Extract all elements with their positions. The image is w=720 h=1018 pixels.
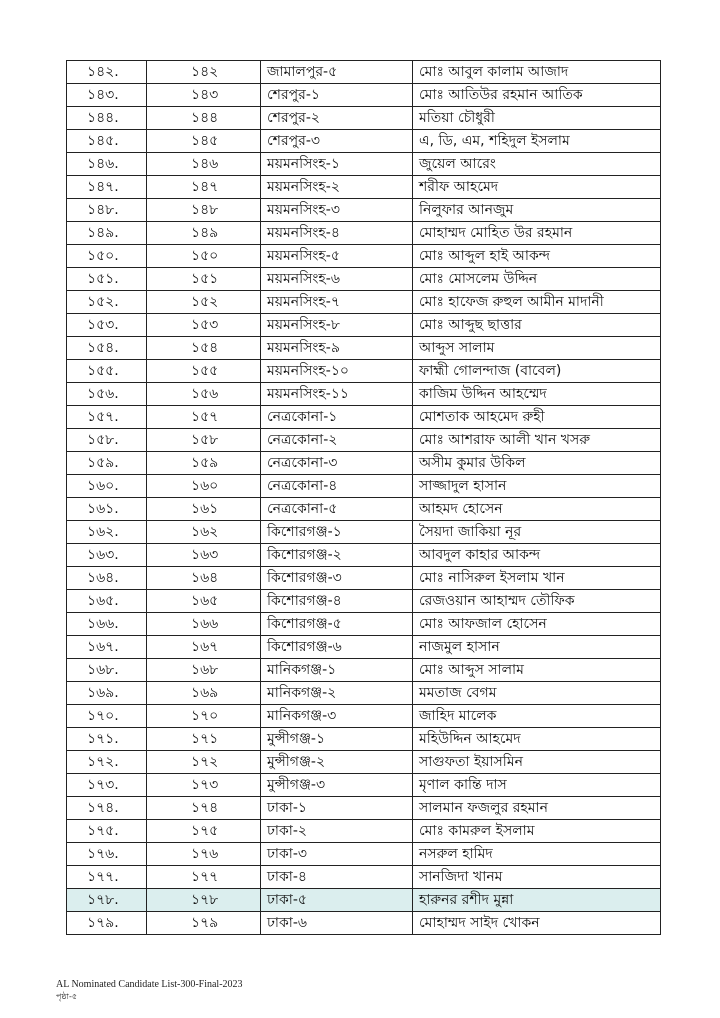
table-row [67,544,661,567]
table-row [67,268,661,291]
seat-no-cell: ১৫৪ [147,337,261,360]
table-row [67,659,661,682]
candidate-table-wrapper [66,60,660,935]
seat-no-cell: ১৫০ [147,245,261,268]
constituency-cell: মুন্সীগঞ্জ-১ [261,728,413,751]
table-row [67,360,661,383]
table-row [67,636,661,659]
seat-no-cell: ১৫১ [147,268,261,291]
page-number: পৃষ্ঠা-৫ [56,992,78,1001]
constituency-cell: ঢাকা-৪ [261,866,413,889]
candidate-name-cell: মতিয়া চৌধুরী [413,107,661,130]
seat-no-cell: ১৪২ [147,61,261,84]
document-label: AL Nominated Candidate List-300-Final-2023 [56,979,243,990]
seat-no-cell: ১৭৩ [147,774,261,797]
candidate-name-cell: মোঃ নাসিরুল ইসলাম খান [413,567,661,590]
table-row [67,498,661,521]
constituency-cell: নেত্রকোনা-২ [261,429,413,452]
seat-no-cell: ১৭৫ [147,820,261,843]
serial-cell: ১৭৯. [67,912,147,935]
constituency-cell: ময়মনসিংহ-১ [261,153,413,176]
candidate-name-cell: আহমদ হোসেন [413,498,661,521]
constituency-cell: ময়মনসিংহ-৫ [261,245,413,268]
serial-cell: ১৭৮. [67,889,147,912]
table-row [67,429,661,452]
table-row [67,866,661,889]
candidate-name-cell: মোঃ কামরুল ইসলাম [413,820,661,843]
seat-no-cell: ১৬৫ [147,590,261,613]
serial-cell: ১৬৯. [67,682,147,705]
candidate-name-cell: সৈয়দা জাকিয়া নূর [413,521,661,544]
table-row [67,452,661,475]
constituency-cell: শেরপুর-৩ [261,130,413,153]
serial-cell: ১৭৪. [67,797,147,820]
seat-no-cell: ১৫৫ [147,360,261,383]
candidate-name-cell: এ, ডি, এম, শহিদুল ইসলাম [413,130,661,153]
serial-cell: ১৫৭. [67,406,147,429]
serial-cell: ১৫৯. [67,452,147,475]
serial-cell: ১৫৩. [67,314,147,337]
serial-cell: ১৬৩. [67,544,147,567]
page-footer [56,979,243,1003]
constituency-cell: ময়মনসিংহ-৬ [261,268,413,291]
constituency-cell: নেত্রকোনা-১ [261,406,413,429]
seat-no-cell: ১৭১ [147,728,261,751]
constituency-cell: ময়মনসিংহ-১১ [261,383,413,406]
seat-no-cell: ১৫৯ [147,452,261,475]
table-row [67,682,661,705]
seat-no-cell: ১৫৬ [147,383,261,406]
candidate-name-cell: অসীম কুমার উকিল [413,452,661,475]
constituency-cell: ময়মনসিংহ-২ [261,176,413,199]
seat-no-cell: ১৬১ [147,498,261,521]
constituency-cell: ঢাকা-২ [261,820,413,843]
table-row [67,406,661,429]
constituency-cell: মানিকগঞ্জ-১ [261,659,413,682]
seat-no-cell: ১৭০ [147,705,261,728]
table-row [67,314,661,337]
table-row [67,130,661,153]
table-row [67,199,661,222]
candidate-name-cell: মহিউদ্দিন আহমেদ [413,728,661,751]
candidate-name-cell: মৃণাল কান্তি দাস [413,774,661,797]
seat-no-cell: ১৭৭ [147,866,261,889]
serial-cell: ১৪৪. [67,107,147,130]
constituency-cell: মানিকগঞ্জ-২ [261,682,413,705]
serial-cell: ১৬৮. [67,659,147,682]
serial-cell: ১৪৯. [67,222,147,245]
table-row-highlighted [67,889,661,912]
table-row [67,176,661,199]
candidate-name-cell: জাহিদ মালেক [413,705,661,728]
seat-no-cell: ১৪৬ [147,153,261,176]
constituency-cell: কিশোরগঞ্জ-৬ [261,636,413,659]
constituency-cell: ঢাকা-৬ [261,912,413,935]
constituency-cell: জামালপুর-৫ [261,61,413,84]
candidate-name-cell: মোঃ আশরাফ আলী খান খসরু [413,429,661,452]
constituency-cell: ময়মনসিংহ-৩ [261,199,413,222]
serial-cell: ১৬২. [67,521,147,544]
candidate-name-cell: কাজিম উদ্দিন আহম্মেদ [413,383,661,406]
table-row [67,84,661,107]
table-row [67,912,661,935]
serial-cell: ১৫২. [67,291,147,314]
candidate-name-cell: নিলুফার আনজুম [413,199,661,222]
candidate-name-cell: মোঃ আব্দুস সালাম [413,659,661,682]
serial-cell: ১৫৪. [67,337,147,360]
candidate-name-cell: মোঃ হাফেজ রুহুল আমীন মাদানী [413,291,661,314]
table-row [67,797,661,820]
candidate-name-cell: হারুনর রশীদ মুন্না [413,889,661,912]
table-row [67,337,661,360]
seat-no-cell: ১৪৭ [147,176,261,199]
seat-no-cell: ১৬৪ [147,567,261,590]
candidate-name-cell: রেজওয়ান আহাম্মদ তৌফিক [413,590,661,613]
constituency-cell: ময়মনসিংহ-৭ [261,291,413,314]
serial-cell: ১৭৫. [67,820,147,843]
seat-no-cell: ১৪৪ [147,107,261,130]
candidate-name-cell: মোহাম্মদ মোহিত উর রহমান [413,222,661,245]
candidate-name-cell: আবদুল কাহার আকন্দ [413,544,661,567]
candidate-name-cell: মোঃ আতিউর রহমান আতিক [413,84,661,107]
table-row [67,590,661,613]
serial-cell: ১৬৫. [67,590,147,613]
constituency-cell: মুন্সীগঞ্জ-২ [261,751,413,774]
candidate-name-cell: মোশতাক আহমেদ রুহী [413,406,661,429]
constituency-cell: কিশোরগঞ্জ-২ [261,544,413,567]
serial-cell: ১৪৮. [67,199,147,222]
seat-no-cell: ১৭৬ [147,843,261,866]
constituency-cell: কিশোরগঞ্জ-৩ [261,567,413,590]
constituency-cell: কিশোরগঞ্জ-৫ [261,613,413,636]
seat-no-cell: ১৬০ [147,475,261,498]
serial-cell: ১৬০. [67,475,147,498]
constituency-cell: ময়মনসিংহ-৮ [261,314,413,337]
constituency-cell: ঢাকা-৩ [261,843,413,866]
seat-no-cell: ১৫৩ [147,314,261,337]
table-row [67,567,661,590]
candidate-name-cell: মোঃ আবুল কালাম আজাদ [413,61,661,84]
table-row [67,383,661,406]
table-row [67,521,661,544]
table-row [67,820,661,843]
candidate-table [66,60,661,935]
seat-no-cell: ১৫৭ [147,406,261,429]
serial-cell: ১৬৬. [67,613,147,636]
seat-no-cell: ১৬৬ [147,613,261,636]
candidate-name-cell: সাজ্জাদুল হাসান [413,475,661,498]
seat-no-cell: ১৫৮ [147,429,261,452]
table-row [67,291,661,314]
constituency-cell: কিশোরগঞ্জ-৪ [261,590,413,613]
serial-cell: ১৪২. [67,61,147,84]
seat-no-cell: ১৪৯ [147,222,261,245]
seat-no-cell: ১৬২ [147,521,261,544]
candidate-name-cell: মোঃ আব্দুছ ছাত্তার [413,314,661,337]
constituency-cell: ঢাকা-১ [261,797,413,820]
serial-cell: ১৭৭. [67,866,147,889]
candidate-name-cell: মমতাজ বেগম [413,682,661,705]
constituency-cell: কিশোরগঞ্জ-১ [261,521,413,544]
candidate-name-cell: সাগুফতা ইয়াসমিন [413,751,661,774]
seat-no-cell: ১৬৯ [147,682,261,705]
seat-no-cell: ১৭২ [147,751,261,774]
candidate-name-cell: জুয়েল আরেং [413,153,661,176]
table-row [67,245,661,268]
table-row [67,222,661,245]
serial-cell: ১৪৫. [67,130,147,153]
constituency-cell: নেত্রকোনা-৫ [261,498,413,521]
table-row [67,705,661,728]
table-row [67,61,661,84]
table-row [67,153,661,176]
serial-cell: ১৭৩. [67,774,147,797]
seat-no-cell: ১৬৭ [147,636,261,659]
candidate-table-body [67,61,661,935]
candidate-name-cell: নসরুল হামিদ [413,843,661,866]
serial-cell: ১৭০. [67,705,147,728]
seat-no-cell: ১৪৩ [147,84,261,107]
serial-cell: ১৫৬. [67,383,147,406]
constituency-cell: ময়মনসিংহ-৯ [261,337,413,360]
candidate-name-cell: মোহাম্মদ সাইদ খোকন [413,912,661,935]
serial-cell: ১৫৮. [67,429,147,452]
serial-cell: ১৫১. [67,268,147,291]
candidate-name-cell: সানজিদা খানম [413,866,661,889]
seat-no-cell: ১৭৯ [147,912,261,935]
candidate-name-cell: মোঃ আফজাল হোসেন [413,613,661,636]
constituency-cell: ঢাকা-৫ [261,889,413,912]
serial-cell: ১৭১. [67,728,147,751]
constituency-cell: ময়মনসিংহ-৪ [261,222,413,245]
serial-cell: ১৫০. [67,245,147,268]
constituency-cell: ময়মনসিংহ-১০ [261,360,413,383]
serial-cell: ১৬৪. [67,567,147,590]
serial-cell: ১৪৭. [67,176,147,199]
serial-cell: ১৭৬. [67,843,147,866]
table-row [67,613,661,636]
serial-cell: ১৬৭. [67,636,147,659]
seat-no-cell: ১৪৮ [147,199,261,222]
constituency-cell: শেরপুর-১ [261,84,413,107]
seat-no-cell: ১৪৫ [147,130,261,153]
constituency-cell: মানিকগঞ্জ-৩ [261,705,413,728]
seat-no-cell: ১৭৪ [147,797,261,820]
candidate-name-cell: মোঃ মোসলেম উদ্দিন [413,268,661,291]
constituency-cell: নেত্রকোনা-৩ [261,452,413,475]
candidate-name-cell: সালমান ফজলুর রহমান [413,797,661,820]
table-row [67,728,661,751]
seat-no-cell: ১৬৩ [147,544,261,567]
candidate-name-cell: আব্দুস সালাম [413,337,661,360]
serial-cell: ১৬১. [67,498,147,521]
candidate-name-cell: মোঃ আব্দুল হাই আকন্দ [413,245,661,268]
candidate-name-cell: নাজমুল হাসান [413,636,661,659]
table-row [67,751,661,774]
candidate-name-cell: ফাহ্মী গোলন্দাজ (বাবেল) [413,360,661,383]
constituency-cell: শেরপুর-২ [261,107,413,130]
table-row [67,843,661,866]
table-row [67,475,661,498]
seat-no-cell: ১৫২ [147,291,261,314]
constituency-cell: নেত্রকোনা-৪ [261,475,413,498]
seat-no-cell: ১৭৮ [147,889,261,912]
table-row [67,774,661,797]
serial-cell: ১৪৩. [67,84,147,107]
serial-cell: ১৫৫. [67,360,147,383]
candidate-name-cell: শরীফ আহমেদ [413,176,661,199]
seat-no-cell: ১৬৮ [147,659,261,682]
constituency-cell: মুন্সীগঞ্জ-৩ [261,774,413,797]
serial-cell: ১৪৬. [67,153,147,176]
serial-cell: ১৭২. [67,751,147,774]
table-row [67,107,661,130]
